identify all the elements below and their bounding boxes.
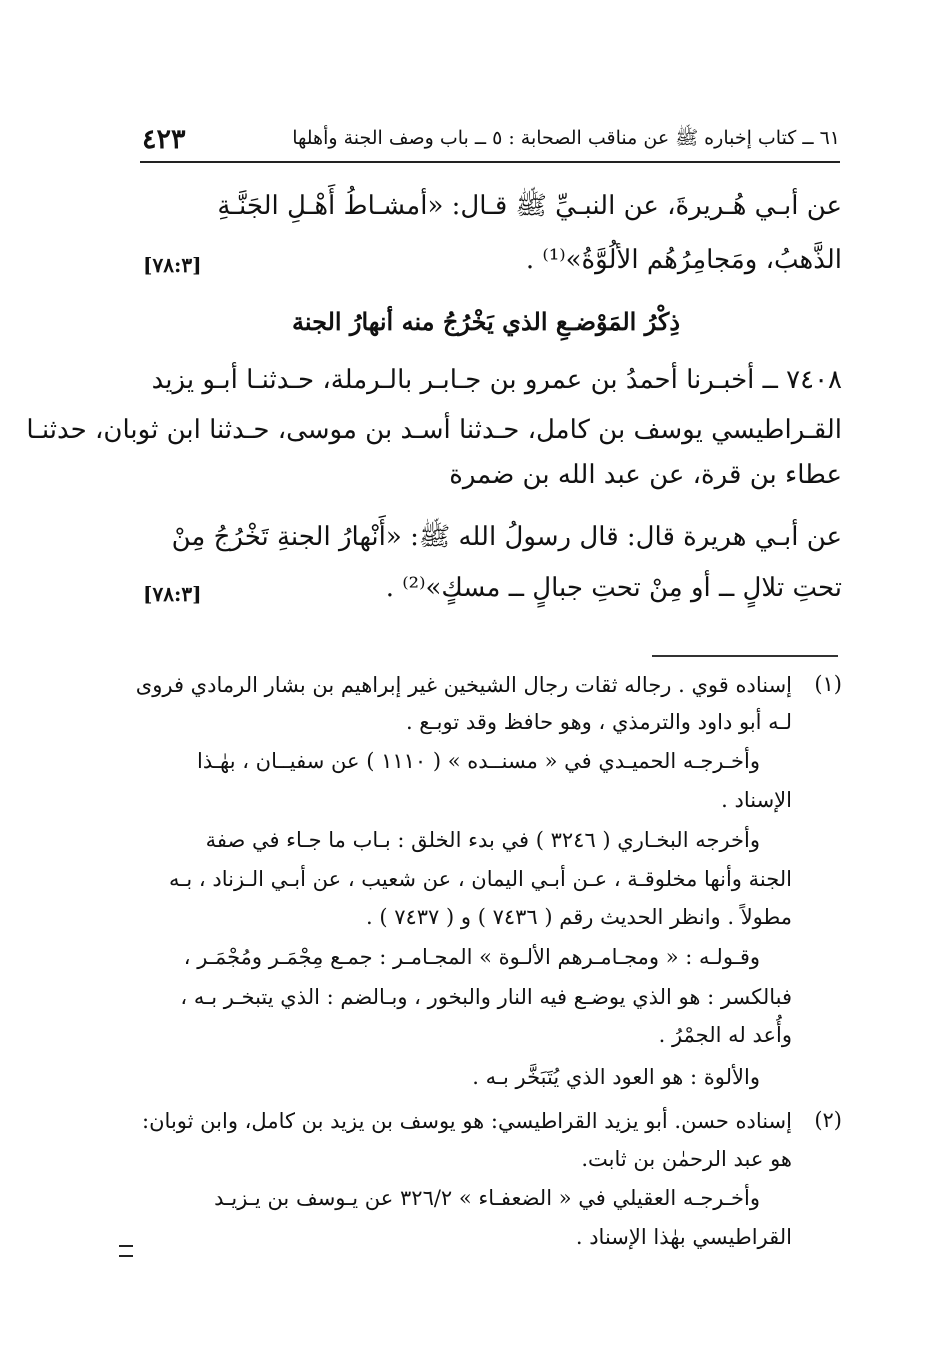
header-title: ٦١ ــ كتاب إخباره ﷺ عن مناقب الصحابة : ٥ ــ باب وصف الجنة وأهلها	[292, 127, 840, 149]
footnote-line: وأخـرجـه العقيلي في « الضعفـاء » ٣٢٦/٢ عن يـوسف بن يـزيـد	[214, 1186, 760, 1210]
isnad-line: ٧٤٠٨ ــ أخبـرنا أحمدُ بن عمرو بن جـابـر بالـرملة، حـدثنـا أبـو يزيد	[151, 365, 842, 395]
page-number: ٤٢٣	[142, 124, 186, 155]
footnote-divider	[652, 655, 838, 657]
reference-bracket: [٧٨:٣]	[143, 253, 202, 277]
footnote-line: لـه أبو داود والترمذي ، وهو حافظ وقد توبـع .	[405, 710, 792, 734]
footnote-number: (٢)	[814, 1108, 842, 1132]
running-header	[140, 124, 840, 156]
footnote-line: هو عبد الرحمٰن بن ثابت.	[581, 1147, 792, 1171]
hadith-line: الذَّهبُ، ومَجامِرُهُم الألُوَّةُ»⁽¹⁾ .	[525, 245, 842, 275]
margin-mark	[119, 1245, 133, 1257]
header-divider	[140, 161, 840, 163]
section-heading: ذِكْرُ المَوْضـعِ الذي يَخْرُجُ منه أنهارُ الجنة	[291, 307, 681, 336]
isnad-line: القـراطيسي يوسف بن كامل، حـدثنا أسـد بن موسى، حـدثنا ابن ثوبان، حدثنـا	[26, 415, 842, 445]
isnad-line: عطاء بن قرة، عن عبد الله بن ضمرة	[449, 460, 842, 490]
reference-bracket: [٧٨:٣]	[143, 582, 202, 606]
hadith-line: عن أبـي هريرة قال: قال رسولُ الله ﷺ: «أَنْهارُ الجنةِ تَخْرُجُ مِنْ	[171, 522, 842, 552]
footnote-line: وقـولـه : « ومجـامـرهم الألـوة » المجـامـر : جمـع مِجْمَـر ومُجْمَـر ،	[183, 945, 760, 969]
footnote-line: الجنة وأنها مخلوقـة ، عـن أبـي اليمان ، عن شعيب ، عن أبـي الـزناد ، بـه	[169, 867, 792, 891]
footnote-line: فبالكسر : هو الذي يوضـع فيه النار والبخور ، وبـالضم : الذي يتبخـر بـه ،	[180, 985, 792, 1009]
hadith-line: عن أبـي هُـريرةَ، عن النبـيِّ ﷺ قـال: «أمشـاطُ أَهْـلِ الجَنَّـةِ	[217, 191, 842, 221]
footnote-line: إسناده قوي . رجاله ثقات رجال الشيخين غير إبراهيم بن بشار الرمادي فروى	[135, 673, 792, 697]
footnote-line: القراطيسي بهٰذا الإسناد .	[575, 1225, 792, 1249]
footnote-line: مطولاً . وانظر الحديث رقم ( ٧٤٣٦ ) و ( ٧٤٣٧ ) .	[366, 905, 792, 929]
footnote-number: (١)	[814, 672, 842, 696]
footnote-line: وأُعد له الجمْرُ .	[658, 1023, 792, 1047]
footnote-line: إسناده حسن. أبو يزيد القراطيسي: هو يوسف بن يزيد بن كامل، وابن ثوبان:	[142, 1109, 792, 1133]
footnote-line: وأخرجه البخـاري ( ٣٢٤٦ ) في بدء الخلق : بـاب ما جـاء في صفة	[205, 828, 760, 852]
hadith-line: تحتِ تلالٍ ــ أو مِنْ تحتِ جبالٍ ــ مسكٍ»⁽²⁾ .	[385, 573, 842, 603]
footnote-line: وأخـرجـه الحميـدي في « مسنــده » ( ١١١٠ ) عن سفيــان ، بهٰـذا	[197, 749, 760, 773]
footnote-line: والألوة : هو العود الذي يُتَبَخَّر بـه .	[472, 1065, 760, 1089]
footnote-line: الإسناد .	[721, 788, 792, 812]
